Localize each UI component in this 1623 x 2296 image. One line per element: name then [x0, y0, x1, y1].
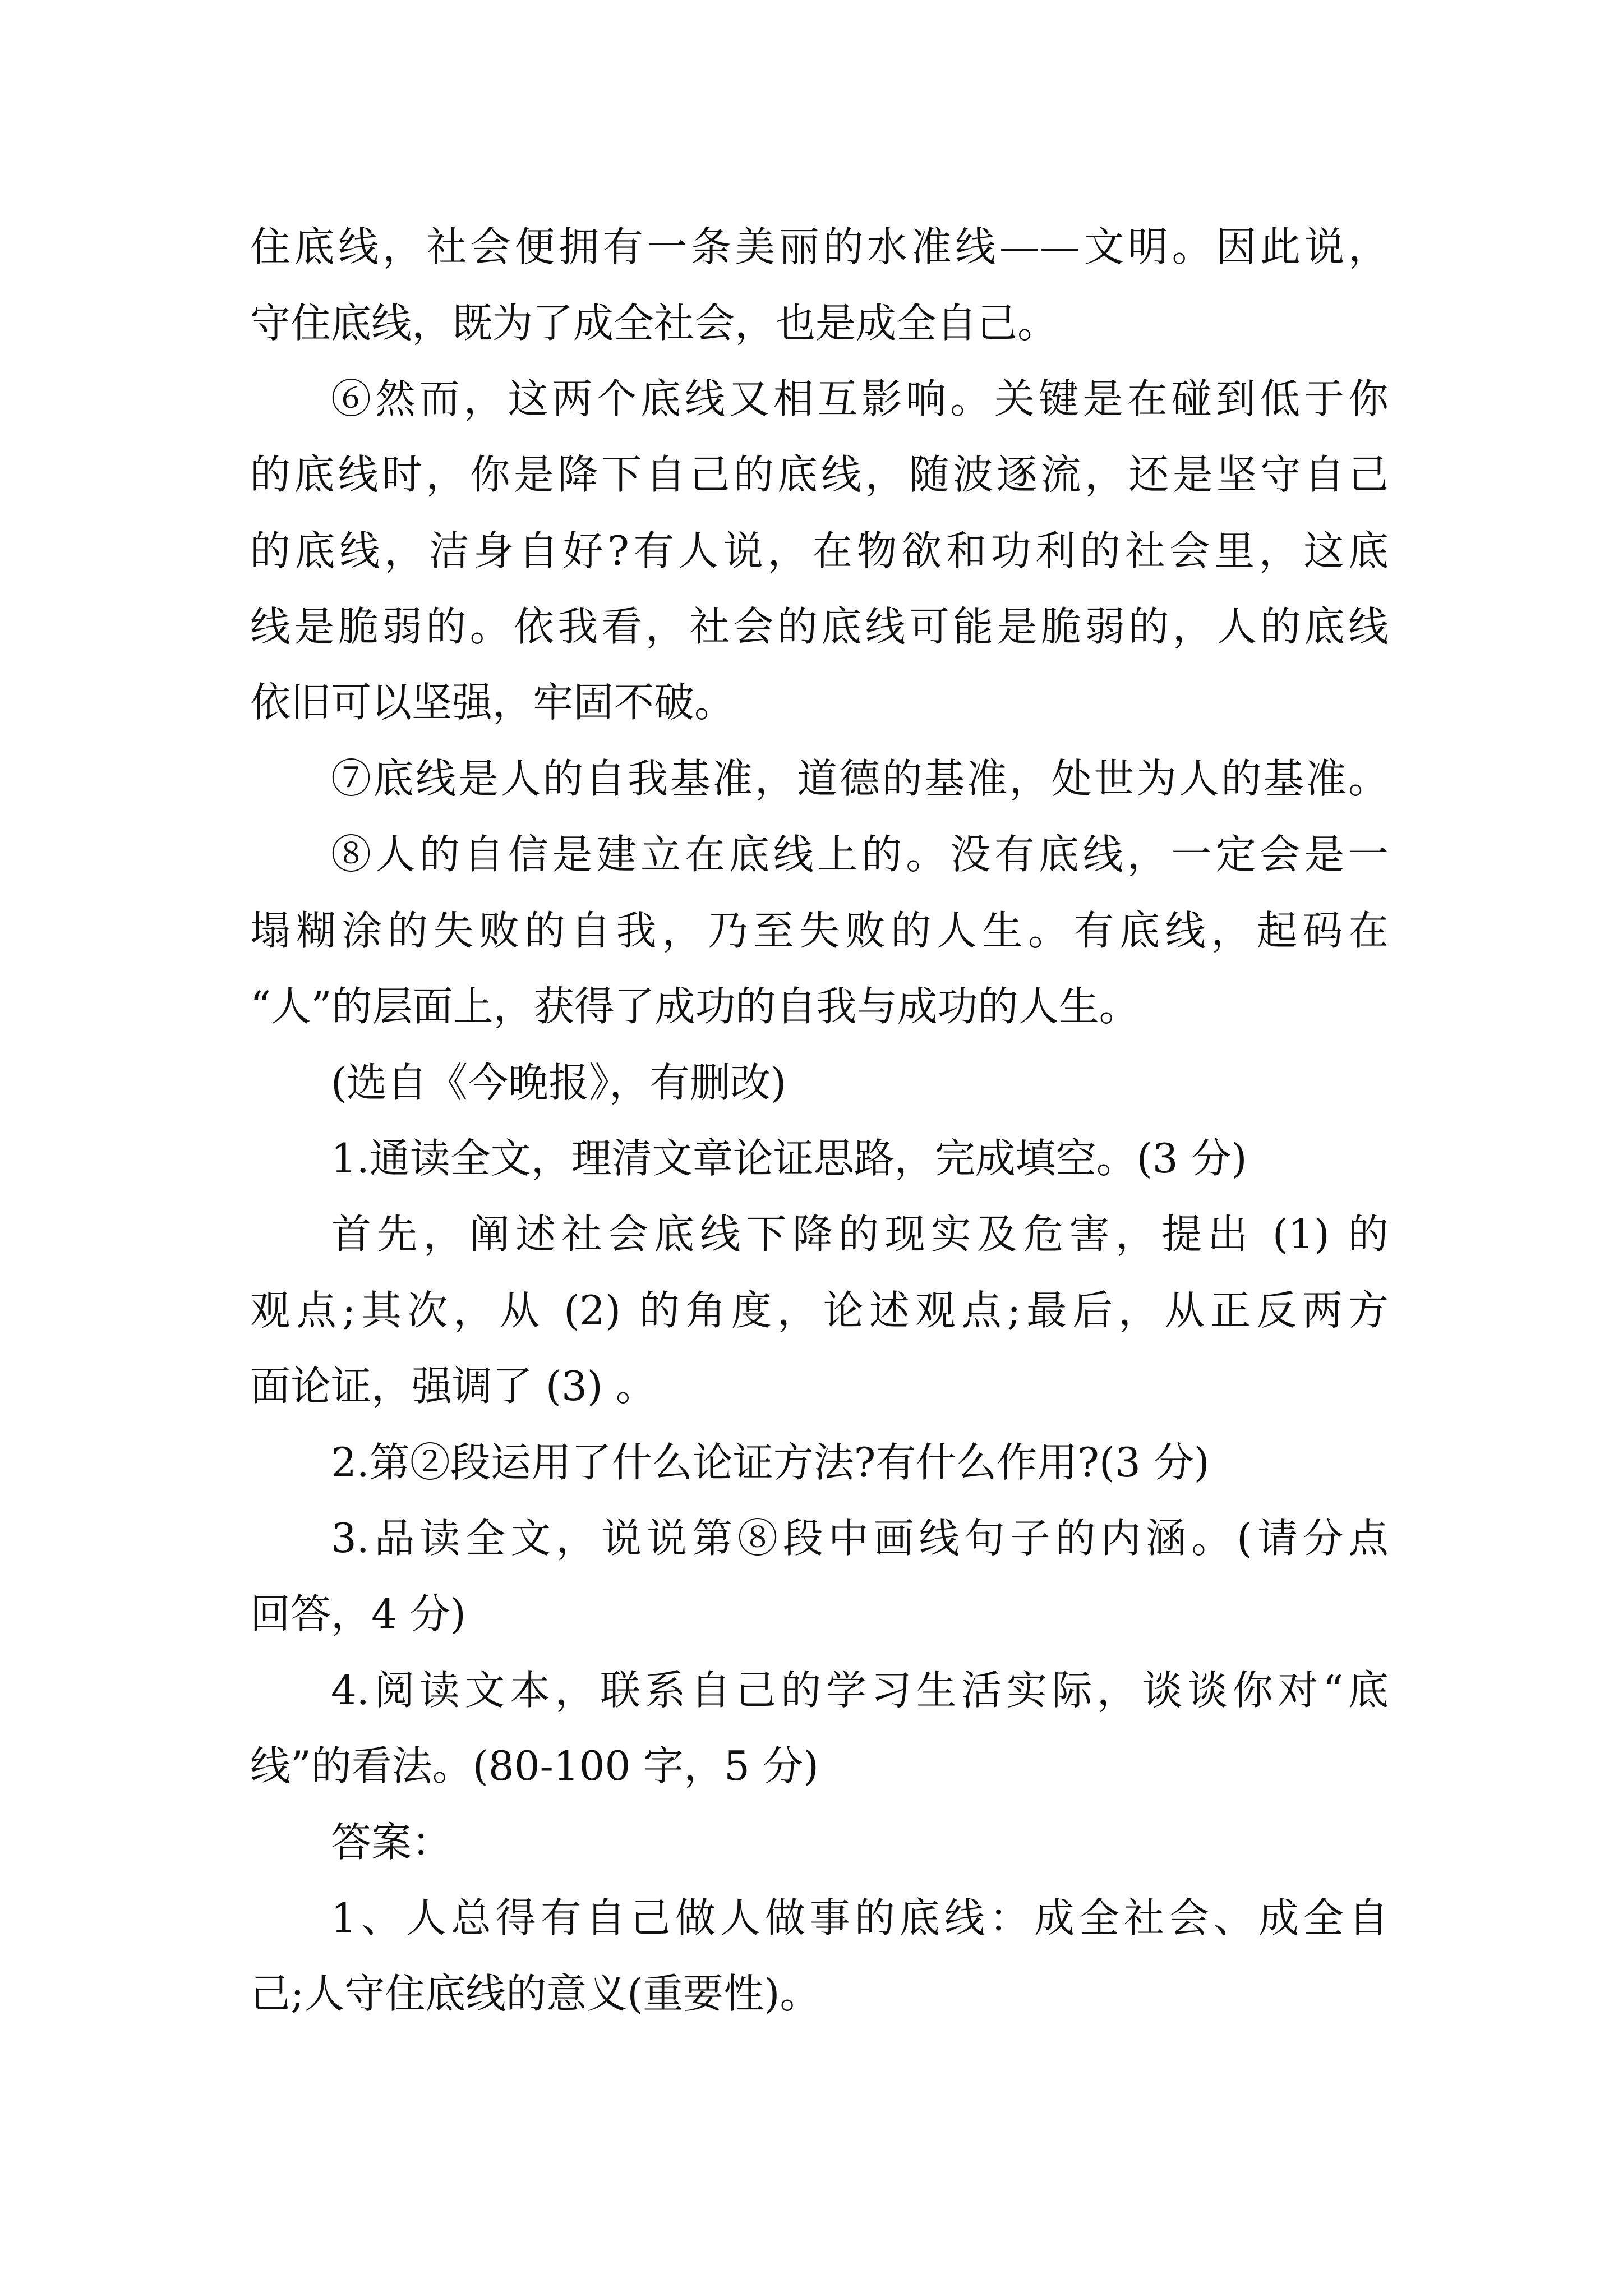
- answer-heading: 答案：: [331, 1819, 453, 1866]
- text-line-6: 线是脆弱的。依我看，社会的底线可能是脆弱的，人的底线: [250, 603, 1389, 650]
- text-line-8: ⑦底线是人的自我基准，道德的基准，处世为人的基准。: [331, 755, 1389, 802]
- question-4-line-2: 线”的看法。(80-100 字，5 分): [250, 1742, 819, 1789]
- question-3-line-2: 回答，4 分): [250, 1590, 466, 1637]
- question-1-text-line-2: 观点;其次，从 (2) 的角度，论述观点;最后，从正反两方: [250, 1287, 1389, 1334]
- question-1: 1.通读全文，理清文章论证思路，完成填空。(3 分): [331, 1135, 1247, 1182]
- text-line-11: “人”的层面上，获得了成功的自我与成功的人生。: [250, 983, 1140, 1030]
- question-1-text-line-3: 面论证，强调了 (3) 。: [250, 1363, 656, 1410]
- text-line-7: 依旧可以坚强，牢固不破。: [250, 679, 735, 726]
- text-line-4: 的底线时，你是降下自己的底线，随波逐流，还是坚守自己: [250, 451, 1389, 498]
- text-line-1: 住底线，社会便拥有一条美丽的水准线——文明。因此说，: [250, 223, 1389, 270]
- answer-1-line-2: 己;人守住底线的意义(重要性)。: [250, 1970, 820, 2017]
- question-3-line-1: 3.品读全文，说说第⑧段中画线句子的内涵。(请分点: [331, 1515, 1389, 1562]
- text-line-2: 守住底线，既为了成全社会，也是成全自己。: [250, 300, 1058, 347]
- question-4-line-1: 4.阅读文本，联系自己的学习生活实际，谈谈你对“底: [331, 1667, 1389, 1714]
- question-1-text-line-1: 首先，阐述社会底线下降的现实及危害，提出 (1) 的: [331, 1211, 1389, 1258]
- text-line-3: ⑥然而，这两个底线又相互影响。关键是在碰到低于你: [331, 375, 1389, 422]
- text-line-10: 塌糊涂的失败的自我，乃至失败的人生。有底线，起码在: [250, 907, 1389, 954]
- text-line-9: ⑧人的自信是建立在底线上的。没有底线，一定会是一: [331, 831, 1389, 878]
- text-line-5: 的底线，洁身自好?有人说，在物欲和功利的社会里，这底: [250, 527, 1389, 574]
- question-2: 2.第②段运用了什么论证方法?有什么作用?(3 分): [331, 1439, 1210, 1486]
- answer-1-line-1: 1、人总得有自己做人做事的底线：成全社会、成全自: [331, 1894, 1389, 1941]
- source-note: (选自《今晚报》，有删改): [331, 1059, 787, 1106]
